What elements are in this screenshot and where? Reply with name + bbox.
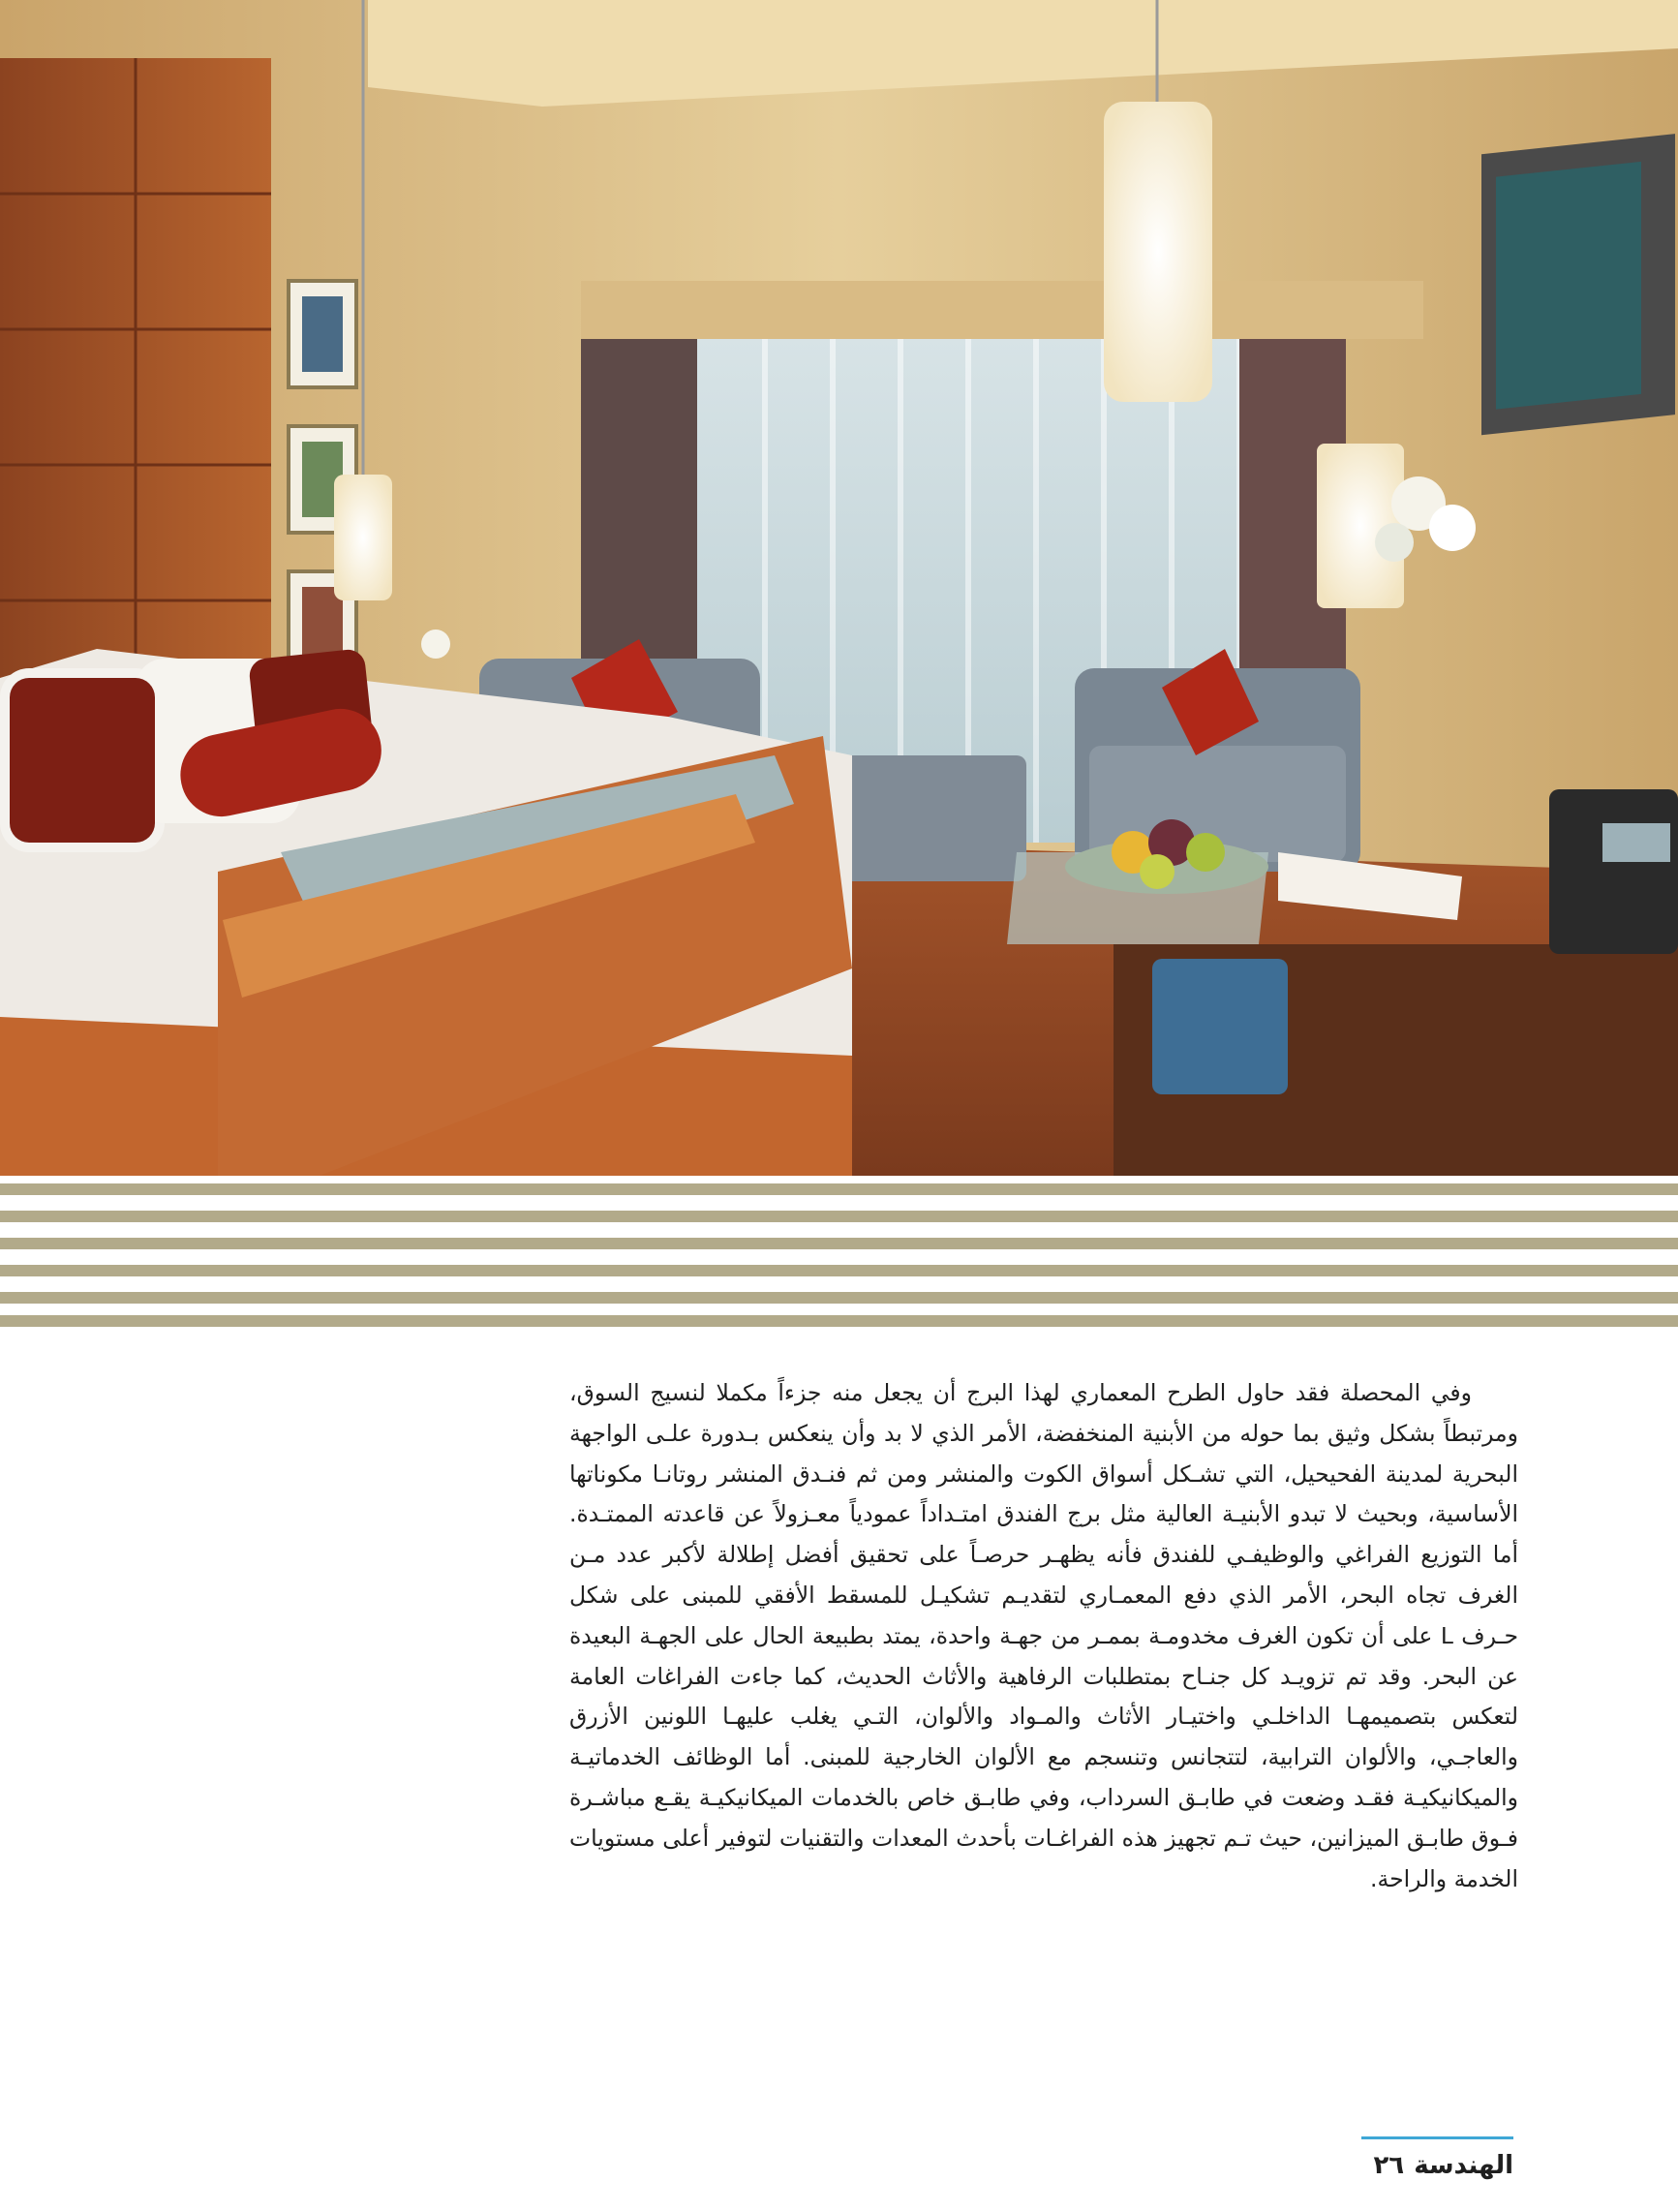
decorative-stripes	[0, 1183, 1678, 1327]
article-text: وفي المحصلة فقد حاول الطرح المعماري لهذا البرج أن يجعل منه جزءاً مكملا لنسيج السوق، ومرتبطاً بشكل وثيق بما حوله من الأبنية المنخفضة، الأمر الذي لا بد وأن ينعكس بـدورة علـى الواجهة البحرية لمدينة الفحيحيل، التي تشـكل أسواق الكوت والمنشر ومن ثم فنـدق المنشر روتانـا مكوناتها الأساسية، وبحيث لا تبدو الأبنيـة العالية مثل برج الفندق امتـداداً عمودياً معـزولاً عن قاعدته الممتـدة. أما التوزيع الفراغي والوظيفـي للفندق فأنه يظهـر حرصـاً على تحقيق أفضل إطلالة لأكبر عدد مـن الغرف تجاه البحر، الأمر الذي دفع المعمـاري لتقديـم تشكيـل للمسقط الأفقي للمبنى على شكل حـرف L على أن تكون الغرف مخدومـة بممـر من جهـة واحدة، يمتد بطبيعة الحال على الجهـة البعيدة عن البحر. وقد تم تزويـد كل جنـاح بمتطلبات الرفاهية والأثاث الحديث، كما جاءت الفراغات العامة لتعكس بتصميمهـا الداخلـي واختيـار الأثاث والمـواد والألوان، التـي يغلب عليهـا اللونين الأزرق والعاجـي، والألوان الترابية، لتتجانس وتنسجم مع الألوان الخارجية للمبنى. أما الوظائف الخدماتيـة والميكانيكيـة فقـد وضعت في طابـق السرداب، وفي طابـق خاص بالخدمات الميكانيكيـة يقـع مباشـرة فـوق طابـق الميزانين، حيث تـم تجهيز هذه الفراغـات بأحدث المعدات والتقنيات لتوفير أعلى مستويات الخدمة والراحة.	[569, 1379, 1518, 1892]
stripe-divider	[0, 1292, 1678, 1304]
page-number: ٢٦	[1373, 2151, 1405, 2180]
page-footer	[1361, 2136, 1513, 2180]
stripe-divider	[0, 1315, 1678, 1327]
magazine-name: الهندسة	[1414, 2151, 1513, 2180]
stripe-divider	[0, 1238, 1678, 1249]
stripe-divider	[0, 1265, 1678, 1276]
article-body	[569, 1373, 1518, 1899]
stripe-divider	[0, 1183, 1678, 1195]
stripe-divider	[0, 1211, 1678, 1222]
article-paragraph	[569, 1373, 1518, 1899]
